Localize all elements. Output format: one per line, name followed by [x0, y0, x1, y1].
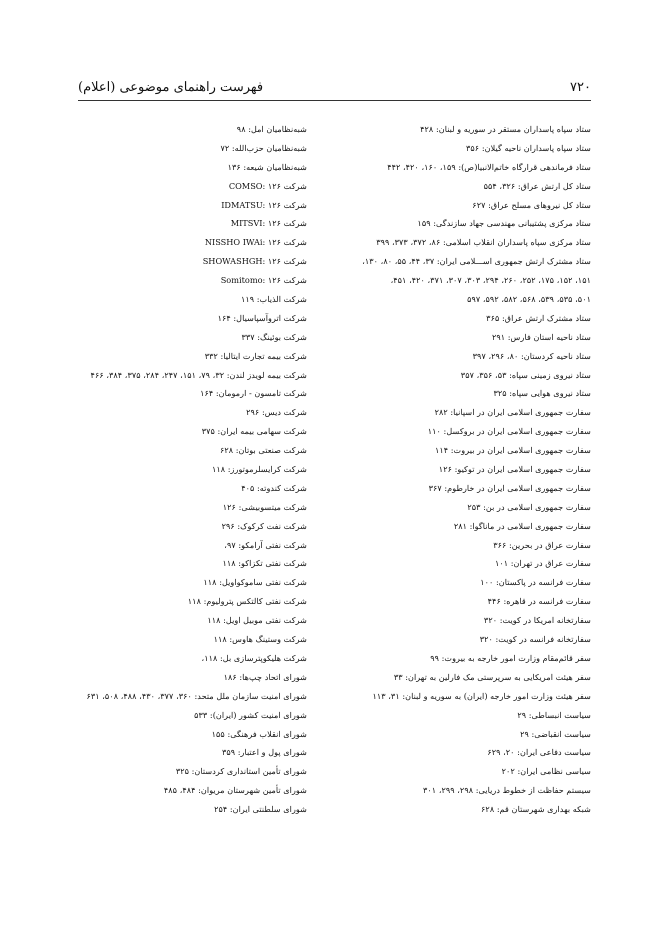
index-entry: سفارت جمهوری اسلامی در ماناگوا: ۲۸۱ — [453, 520, 591, 531]
index-entry: شرکت اتروآسپاسیال: ۱۶۴ — [217, 312, 307, 323]
index-entry: ۵۰۱، ۵۳۵، ۵۳۹، ۵۶۸، ۵۸۲، ۵۹۲، ۵۹۷ — [467, 294, 591, 305]
index-entry: شرکت نفتی تکزاکو: ۱۱۸ — [222, 558, 307, 569]
index-entry: شورای تأمین استانداری کردستان: ۳۲۵ — [175, 766, 307, 777]
index-entry: شورای امنیت کشور (ایران): ۵۳۳ — [194, 709, 307, 720]
index-entry: شرکت تامسون - ارمومان: ۱۶۴ — [200, 388, 307, 399]
index-entry: سفر هیئت امریکایی به سرپرستی مک فارلین به تهران: ۳۳ — [393, 671, 591, 682]
index-entry: شرکت SHOWASHGH: ۱۲۶ — [202, 256, 307, 267]
index-column-right — [291, 120, 591, 819]
index-entry: شرکت نفتی ساموکواویل: ۱۱۸ — [203, 577, 307, 588]
index-entry: سفارت جمهوری اسلامی ایران در توکیو: ۱۲۶ — [438, 464, 591, 475]
index-entry: ستاد نیروی زمینی سپاه: ۵۳، ۳۵۶، ۳۵۷ — [460, 369, 591, 380]
index-entry: سفارت جمهوری اسلامی در بن: ۲۵۳ — [467, 501, 591, 512]
index-entry: سفارت جمهوری اسلامی ایران در بروکسل: ۱۱۰ — [427, 426, 591, 437]
index-entry: شرکت سهامی بیمه ایران: ۳۷۵ — [201, 426, 307, 437]
index-entry: شورای انقلاب فرهنگی: ۱۵۵ — [211, 728, 307, 739]
index-entry: سفر هیئت وزارت امور خارجه (ایران) به سوریه و لبنان: ۳۱، ۱۱۳ — [372, 690, 591, 701]
page-header — [78, 80, 591, 102]
index-entry: ستاد مشترک ارتش عراق: ۳۶۵ — [486, 312, 591, 323]
index-entry: شرکت بوئینگ: ۳۳۷ — [241, 331, 307, 342]
index-entry: شرکت دیس: ۲۹۶ — [246, 407, 307, 418]
index-entry: سفر قائم‌مقام وزارت امور خارجه به بیروت: ۹۹ — [430, 652, 591, 663]
index-entry: شرکت وستینگ هاوس: ۱۱۸ — [213, 634, 307, 645]
index-entry: ستاد مرکزی سپاه پاسداران انقلاب اسلامی: ۸۶، ۳۷۲، ۳۷۳، ۳۹۹ — [376, 237, 591, 248]
index-entry: شورای پول و اعتبار: ۳۵۹ — [221, 747, 307, 758]
index-entry: سیاست انقباضی: ۲۹ — [520, 728, 591, 739]
index-entry: ستاد کل نیروهای مسلح عراق: ۶۲۷ — [472, 199, 591, 210]
index-entry: شرکت کرایسلرموتورز: ۱۱۸ — [211, 464, 307, 475]
index-entry: سفارتخانه فرانسه در کویت: ۳۲۰ — [479, 634, 591, 645]
index-entry: ستاد سپاه پاسداران مستقر در سوریه و لبنان: ۴۲۸ — [420, 124, 591, 134]
index-entry: ستاد کل ارتش عراق: ۳۲۶، ۵۵۴ — [483, 180, 591, 191]
index-entry: شرکت بیمه لویدز لندن: ۳۲، ۷۹، ۱۵۱، ۲۴۷، ۲۸۴، ۳۷۵، ۳۸۴، ۴۶۶ — [90, 369, 307, 380]
index-entry: شبه‌نظامیان حزب‌الله: ۷۲ — [220, 142, 307, 153]
index-entry: ستاد مرکزی پشتیبانی مهندسی جهاد سازندگی: ۱۵۹ — [417, 218, 591, 229]
running-title: فهرست راهنمای موضوعی (اعلام) — [78, 80, 264, 95]
index-entry: شرکت COMSO: ۱۲۶ — [228, 180, 307, 191]
index-entry: شبه‌نظامیان امل: ۹۸ — [236, 124, 307, 134]
index-entry: شرکت الذیاب: ۱۱۹ — [240, 294, 307, 305]
index-entry: شرکت نفتی کالتکس پترولیوم: ۱۱۸ — [187, 596, 307, 607]
index-entry: شرکت Somitomo: ۱۲۶ — [220, 275, 307, 286]
index-entry: شبکه بهداری شهرستان قم: ۶۲۸ — [481, 804, 591, 815]
index-entry: شرکت MITSVI: ۱۲۶ — [230, 218, 307, 229]
index-entry: سفارت جمهوری اسلامی ایران در خارطوم: ۳۶۷ — [428, 482, 591, 493]
index-entry: شرکت کندوته: ۴۰۵ — [241, 482, 307, 493]
index-entry: شورای سلطنتی ایران: ۲۵۴ — [214, 804, 307, 815]
index-entry: شرکت IDMATSU: ۱۲۶ — [221, 199, 307, 210]
index-entry: سفارت فرانسه در قاهره: ۴۴۶ — [487, 596, 591, 607]
index-entry: سیاسی نظامی ایران: ۲۰۲ — [501, 766, 591, 777]
index-entry: ستاد فرماندهی قرارگاه خاتم‌الانبیا(ص): ۱۵۹، ۱۶۰، ۴۲۰، ۴۴۲ — [387, 161, 591, 172]
index-entry: سفارت جمهوری اسلامی ایران در بیروت: ۱۱۴ — [434, 445, 591, 456]
index-entry: سیاست انبساطی: ۲۹ — [517, 709, 591, 720]
index-entry: شبه‌نظامیان شیعه: ۱۳۶ — [227, 161, 307, 172]
index-entry: شورای امنیت سازمان ملل متحد: ۳۶۰، ۳۷۷، ۴۳۰، ۴۸۸، ۵۰۸، ۶۳۱ — [86, 690, 307, 701]
page-number: ۷۲۰ — [570, 80, 591, 95]
index-entry: سفارت فرانسه در پاکستان: ۱۰۰ — [480, 577, 591, 588]
index-entry: سفارت جمهوری اسلامی ایران در اسپانیا: ۲۸۲ — [434, 407, 591, 418]
index-entry: سیستم حفاظت از خطوط دریایی: ۲۹۸، ۲۹۹، ۳۰۱ — [423, 785, 591, 796]
index-entry: شرکت نفتی موبیل اویل: ۱۱۸ — [207, 615, 307, 626]
index-entry: سفارت عراق در بحرین: ۳۶۶ — [493, 539, 591, 550]
index-entry: شرکت هلیکوپترسازی بل: ۱۱۸، — [201, 652, 307, 663]
index-entry: شورای تأمین شهرستان مریوان: ۴۸۴، ۴۸۵ — [163, 785, 307, 796]
index-column-left — [0, 120, 307, 819]
index-entry: شرکت نفت کرکوک: ۲۹۶ — [221, 520, 307, 531]
index-entry: سفارتخانه امریکا در کویت: ۳۲۰ — [483, 615, 591, 626]
index-entry: شرکت بیمه تجارت ایتالیا: ۳۳۲ — [204, 350, 307, 361]
index-entry: شرکت نفتی آرامکو: ۹۷، — [224, 539, 307, 550]
index-entry: ستاد سپاه پاسداران ناحیه گیلان: ۳۵۶ — [466, 142, 591, 153]
index-entry: ستاد نیروی هوایی سپاه: ۳۲۵ — [493, 388, 591, 399]
index-entry: شرکت NISSHO IWAi: ۱۲۶ — [204, 237, 307, 248]
index-entry: ستاد ناحیه کردستان: ۸۰، ۲۹۶، ۳۹۷ — [472, 350, 591, 361]
index-entry: ۱۵۱، ۱۵۲، ۱۷۵، ۲۵۲، ۲۶۰، ۲۹۴، ۳۰۳، ۳۰۷، ۳۷۱، ۴۲۰، ۴۵۱، — [390, 275, 591, 286]
index-entry: شورای اتحاد چپ‌ها: ۱۸۶ — [223, 671, 307, 682]
index-entry: شرکت صنعتی بوتان: ۶۲۸ — [219, 445, 307, 456]
index-entry: ستاد ناحیه استان فارس: ۲۹۱ — [491, 331, 591, 342]
header-rule — [78, 100, 591, 101]
index-entry: ستاد مشترک ارتش جمهوری اســـلامی ایران: ۳۷، ۴۴، ۵۵، ۸۰، ۱۳۰، — [362, 256, 591, 267]
index-entry: شرکت میتسوبیشی: ۱۲۶ — [222, 501, 307, 512]
index-entry: سفارت عراق در تهران: ۱۰۱ — [494, 558, 591, 569]
index-entry: سیاست دفاعی ایران: ۲۰، ۶۲۹ — [487, 747, 591, 758]
